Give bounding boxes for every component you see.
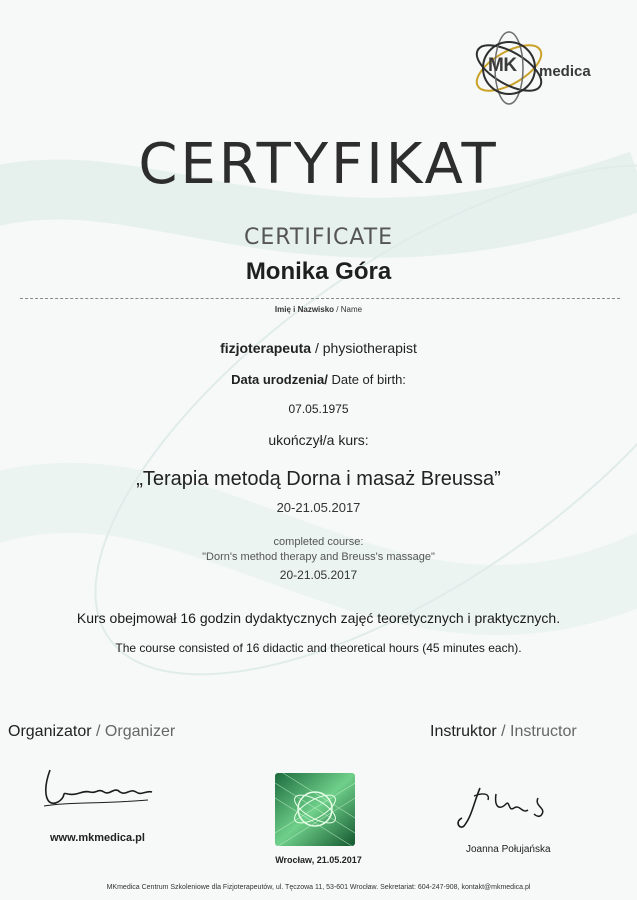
birth-date: 07.05.1975 (288, 402, 349, 416)
organizer-label-en: / Organizer (91, 723, 176, 740)
course-hours-en: The course consisted of 16 didactic and theoretical hours (45 minutes each). (115, 641, 522, 655)
organizer-signature (38, 762, 158, 812)
certificate-subtitle: CERTIFICATE (243, 225, 394, 250)
birth-label-en: Date of birth: (327, 372, 406, 387)
course-hours-pl: Kurs obejmował 16 godzin dydaktycznych zajęć teoretycznych i praktycznych. (76, 610, 561, 626)
birth-label-pl: Data urodzenia/ (231, 372, 328, 387)
name-caption (0, 305, 637, 314)
logo-mk-text: MK (488, 55, 517, 76)
website-link[interactable]: www.mkmedica.pl (50, 832, 145, 844)
organizer-label (8, 723, 175, 741)
recipient-name: Monika Góra (245, 258, 392, 285)
course-title-pl: „Terapia metodą Dorna i masaż Breussa” (136, 468, 501, 490)
instructor-label (430, 723, 577, 741)
course-title-en: "Dorn's method therapy and Breuss's massage" (202, 551, 435, 563)
course-dates-en: 20-21.05.2017 (279, 568, 358, 582)
instructor-name: Joanna Połujańska (466, 844, 551, 855)
name-caption-en: / Name (334, 305, 363, 314)
course-dates-pl: 20-21.05.2017 (276, 500, 361, 515)
mkmedica-logo (466, 28, 616, 118)
profession-pl: fizjoterapeuta (220, 340, 312, 356)
birth-label (0, 372, 637, 387)
completed-course-en: completed course: (273, 536, 364, 548)
name-caption-pl: Imię i Nazwisko (274, 305, 335, 314)
instructor-signature (450, 782, 570, 832)
logo-medica-text: medica (539, 63, 591, 80)
instructor-label-pl: Instruktor (430, 723, 497, 740)
footer-address: MKmedica Centrum Szkoleniowe dla Fizjoterapeutów, ul. Tęczowa 11, 53-601 Wrocław. Sekretariat: 604-247-908, kontakt@mkmedica.pl (106, 884, 531, 891)
profession (0, 340, 637, 356)
profession-en: / physiotherapist (311, 340, 417, 356)
hologram-seal (275, 773, 355, 846)
name-divider (20, 298, 620, 299)
organizer-label-pl: Organizator (8, 723, 92, 740)
instructor-label-en: / Instructor (496, 723, 577, 740)
certificate-title: CERTYFIKAT (138, 132, 499, 197)
completed-course-pl: ukończył/a kurs: (268, 432, 369, 448)
place-date: Wrocław, 21.05.2017 (275, 855, 362, 865)
